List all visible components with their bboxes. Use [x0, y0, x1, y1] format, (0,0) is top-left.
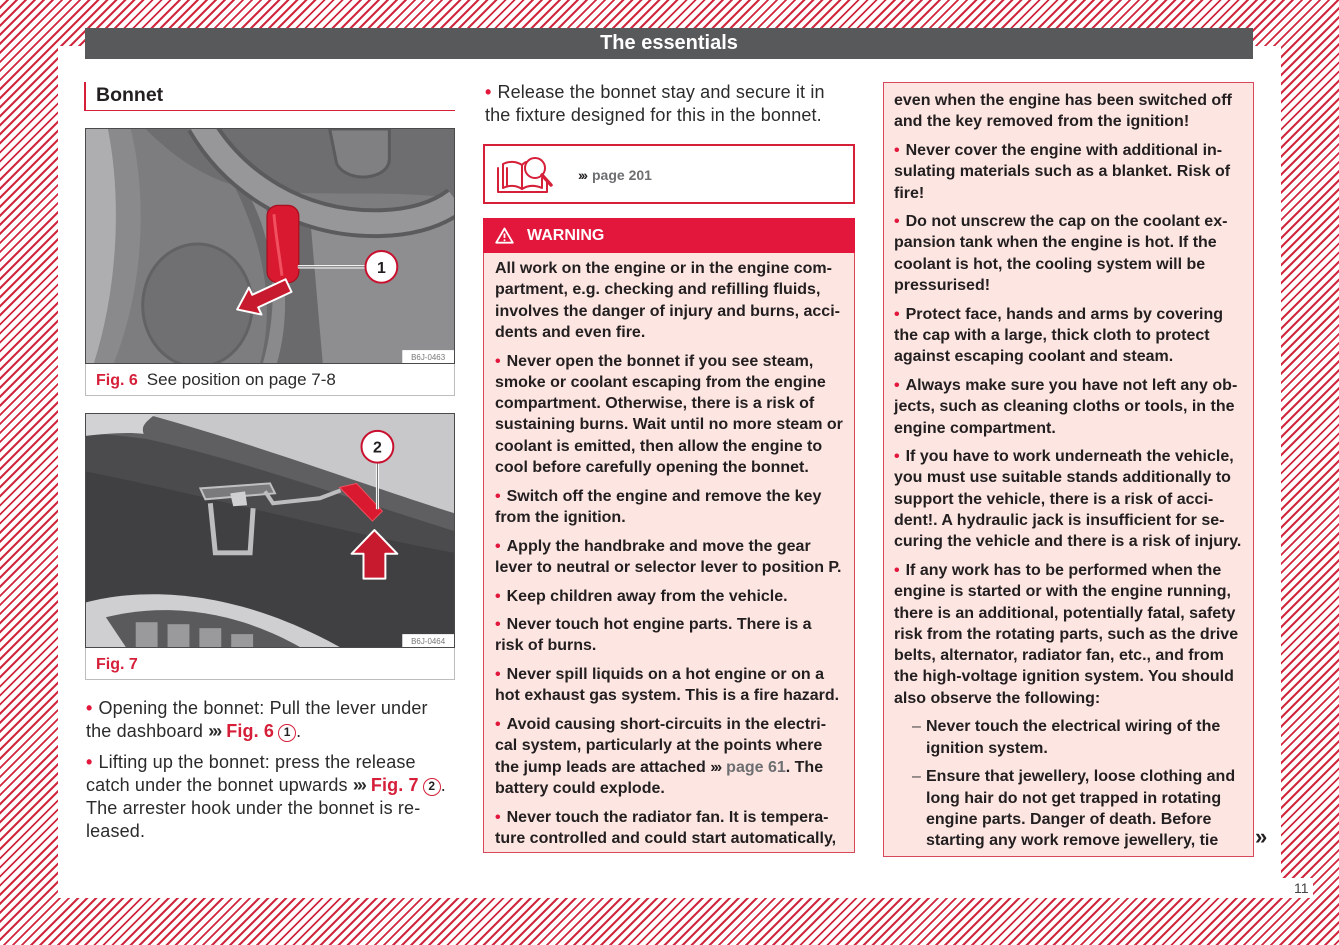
- text-line: • Release the bonnet stay and secure it in: [485, 81, 860, 104]
- warning-item: [894, 375, 1247, 439]
- callout-number: 1: [376, 259, 386, 277]
- text-line: • Lifting up the bonnet: press the release: [86, 751, 461, 774]
- text-line: • Always make sure you have not left any ob-: [894, 375, 1247, 396]
- text-line: coolant is hot, the cooling system will be: [894, 255, 1206, 273]
- text-line: the high-voltage ignition system. You should: [894, 668, 1234, 686]
- text-line: there is an additional, potentially fatal, safety: [894, 604, 1236, 622]
- text-line: pansion tank when the engine is hot. If the: [894, 234, 1217, 252]
- warning-item: [495, 714, 848, 799]
- warning-item: [894, 560, 1247, 709]
- text-line: risk from the rotating parts, such as the drive: [894, 625, 1239, 643]
- text-line: The arrester hook under the bonnet is re-: [86, 798, 421, 818]
- reference-arrows: ›››: [352, 775, 365, 795]
- warning-item: [495, 614, 848, 657]
- text-line: sulating materials such as a blanket. Risk of: [894, 163, 1231, 181]
- text-line: • Switch off the engine and remove the key: [495, 486, 848, 507]
- text-line: [86, 720, 461, 743]
- text-line: • Protect face, hands and arms by covering: [894, 304, 1247, 325]
- text-line: pressurised!: [894, 277, 991, 295]
- bonnet-catch-illustration: [86, 414, 454, 647]
- warning-header: [483, 218, 855, 253]
- text-line: dent!. A hydraulic jack is insufficient for se-: [894, 512, 1225, 530]
- text-line: involves the danger of injury and burns, acci-: [495, 302, 840, 320]
- text-line: • If you have to work underneath the vehicle,: [894, 446, 1247, 467]
- text-line: sustaining burns. Wait until no more steam or: [495, 416, 843, 434]
- text-line: cal system, particularly at the points where: [495, 737, 823, 755]
- reference-text: [578, 166, 652, 184]
- text-segment: the jump leads are attached: [495, 758, 711, 776]
- instruction-steps-continued: [485, 81, 860, 135]
- warning-item: [495, 351, 848, 479]
- section-title: Bonnet: [96, 84, 164, 106]
- warning-item-continued: [894, 90, 1247, 133]
- text-line: • Never touch hot engine parts. There is a: [495, 614, 848, 635]
- warning-item: [495, 664, 848, 707]
- step-lifting-bonnet: [86, 751, 461, 843]
- text-line: cool before carefully opening the bonnet.: [495, 459, 809, 477]
- warning-item: [894, 140, 1247, 204]
- text-line: [495, 757, 848, 778]
- text-line: • Opening the bonnet: Pull the lever under: [86, 697, 461, 720]
- text-line: battery could explode.: [495, 779, 665, 797]
- book-magnifier-icon: [495, 154, 555, 196]
- figure-label: Fig. 6: [96, 372, 138, 389]
- instruction-steps: [86, 697, 461, 851]
- page-61-link[interactable]: page 61: [726, 758, 786, 776]
- text-line: • Never cover the engine with additional in-: [894, 140, 1247, 161]
- warning-subitem: [894, 766, 1247, 851]
- text-line: you must use suitable stands additionally to: [894, 469, 1231, 487]
- text-line: coolant is emitted, then allow the engine to: [495, 437, 823, 455]
- figure-label: Fig. 7: [96, 656, 138, 673]
- text-line: fire!: [894, 184, 925, 202]
- text-line: curing the vehicle and there is a risk of injury.: [894, 533, 1242, 551]
- text-line: – Never touch the electrical wiring of the: [926, 718, 1221, 736]
- page-201-link[interactable]: page 201: [592, 167, 652, 183]
- text-line: smoke or coolant escaping from the engine: [495, 373, 826, 391]
- warning-item: [495, 536, 848, 579]
- text-line: hot exhaust gas system. This is a fire hazard.: [495, 687, 840, 705]
- text-line: • Apply the handbrake and move the gear: [495, 536, 848, 557]
- text-segment: .: [296, 721, 302, 741]
- text-line: • Never touch the radiator fan. It is tempera-: [495, 807, 848, 828]
- page-number: 11: [1294, 880, 1309, 896]
- figure-6-image: [85, 128, 455, 364]
- text-line: the cap with a large, thick cloth to protect: [894, 327, 1210, 344]
- text-segment: . The: [785, 758, 824, 776]
- warning-item: [894, 304, 1247, 368]
- text-line: from the ignition.: [495, 508, 626, 526]
- warning-body: [483, 253, 855, 853]
- text-segment: .: [440, 775, 446, 795]
- reference-arrows: ›››: [208, 721, 221, 741]
- reference-arrows: ›››: [578, 167, 586, 183]
- text-line: ture controlled and could start automatically,: [495, 829, 837, 847]
- figure-7-caption: [85, 648, 455, 680]
- warning-item: [495, 486, 848, 529]
- text-line: compartment. Otherwise, there is a risk of: [495, 395, 815, 413]
- bonnet-release-lever-illustration: [86, 129, 454, 363]
- text-line: the fixture designed for this in the bonnet.: [485, 105, 822, 125]
- figure-7: [85, 413, 455, 680]
- chapter-header: [85, 28, 1253, 59]
- text-line: • Avoid causing short-circuits in the electri-: [495, 714, 848, 735]
- text-line: dents and even fire.: [495, 323, 646, 341]
- warning-title: WARNING: [527, 227, 605, 244]
- text-line: • Never open the bonnet if you see steam,: [495, 351, 848, 372]
- text-line: – Ensure that jewellery, loose clothing and: [926, 768, 1236, 786]
- text-segment: catch under the bonnet upwards: [86, 775, 353, 795]
- warning-intro: [495, 258, 848, 343]
- text-line: • If any work has to be performed when the: [894, 560, 1247, 581]
- figure-caption-text: See position on page 7-8: [146, 370, 336, 389]
- reference-arrows: ›››: [710, 758, 721, 776]
- section-heading: [84, 82, 455, 111]
- figure-6: [85, 128, 455, 396]
- chapter-title: The essentials: [600, 32, 738, 54]
- text-line: • Do not unscrew the cap on the coolant ex-: [894, 211, 1247, 232]
- warning-body-continued: [883, 82, 1254, 857]
- step-release-stay: [485, 81, 860, 127]
- text-line: • Keep children away from the vehicle.: [495, 586, 848, 607]
- text-line: belts, alternator, radiator fan, etc., and from: [894, 647, 1224, 665]
- warning-item: [495, 807, 848, 850]
- text-line: even when the engine has been switched off: [894, 92, 1232, 109]
- step-opening-bonnet: [86, 697, 461, 743]
- figure-6-link[interactable]: Fig. 6: [226, 721, 275, 741]
- warning-triangle-icon: [495, 227, 514, 244]
- text-line: starting any work remove jewellery, tie: [926, 832, 1219, 850]
- text-line: leased.: [86, 821, 146, 841]
- warning-item: [894, 211, 1247, 296]
- text-line: engine parts. Danger of death. Before: [926, 810, 1212, 828]
- text-line: jects, such as cleaning cloths or tools, in the: [894, 398, 1235, 416]
- warning-subitem: [894, 716, 1247, 759]
- text-line: • Never spill liquids on a hot engine or on a: [495, 664, 848, 685]
- text-line: against escaping coolant and steam.: [894, 348, 1174, 366]
- text-line: support the vehicle, there is a risk of acci-: [894, 490, 1214, 508]
- image-code: B6J-0464: [411, 637, 446, 647]
- callout-badge: 2: [423, 778, 441, 796]
- text-segment: the dashboard: [86, 721, 209, 741]
- figure-7-image: [85, 413, 455, 648]
- reference-box: [483, 144, 855, 204]
- warning-item: [495, 586, 848, 607]
- image-code: B6J-0463: [411, 353, 446, 363]
- text-line: also observe the following:: [894, 689, 1101, 707]
- figure-7-link[interactable]: Fig. 7: [370, 775, 419, 795]
- text-line: partment, e.g. checking and refilling fluids,: [495, 281, 821, 299]
- figure-6-caption: [85, 364, 455, 396]
- continued-marker: »: [1255, 824, 1268, 849]
- text-line: long hair do not get trapped in rotating: [926, 789, 1222, 807]
- text-line: [86, 774, 461, 797]
- text-line: and the key removed from the ignition!: [894, 113, 1190, 131]
- warning-item: [894, 446, 1247, 552]
- text-line: lever to neutral or selector lever to position P.: [495, 558, 842, 576]
- callout-number: 2: [372, 439, 382, 457]
- text-line: engine is started or with the engine running,: [894, 583, 1231, 601]
- callout-badge: 1: [278, 724, 296, 742]
- text-line: risk of burns.: [495, 637, 597, 655]
- text-line: engine compartment.: [894, 419, 1056, 437]
- text-line: ignition system.: [926, 739, 1048, 757]
- text-line: All work on the engine or in the engine com-: [495, 260, 832, 277]
